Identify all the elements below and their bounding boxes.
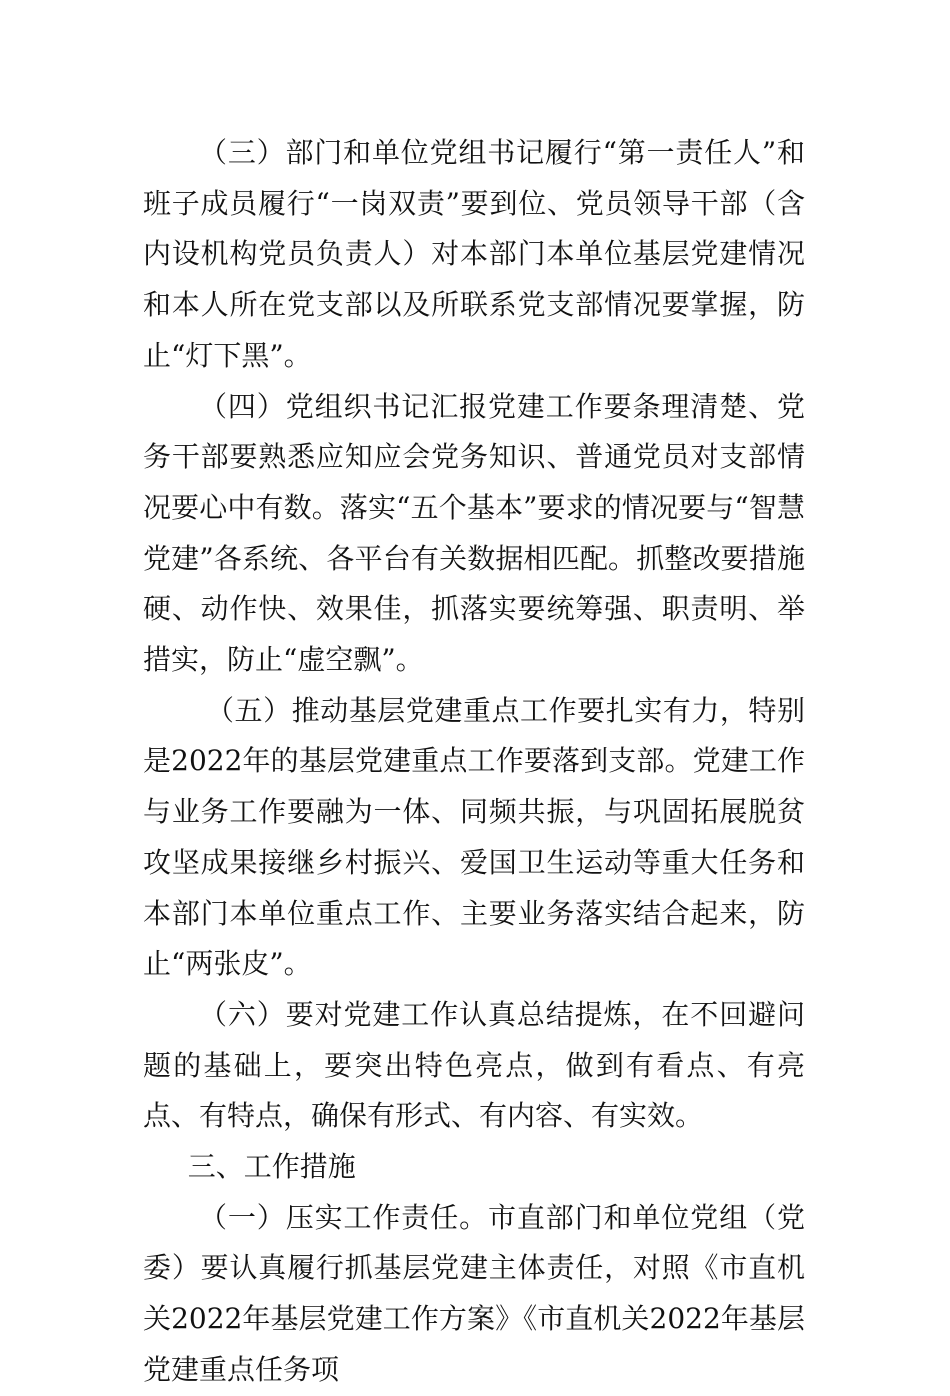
document-body xyxy=(143,128,805,1396)
paragraph-three: （三）部门和单位党组书记履行“第一责任人”和班子成员履行“一岗双责”要到位、党员领导干部（含内设机构党员负责人）对本部门本单位基层党建情况和本人所在党支部以及所联系党支部情况要掌握，防止“灯下黑”。 xyxy=(143,136,805,372)
paragraph-four: （四）党组织书记汇报党建工作要条理清楚、党务干部要熟悉应知应会党务知识、普通党员对支部情况要心中有数。落实“五个基本”要求的情况要与“智慧党建”各系统、各平台有关数据相匹配。抓整改要措施硬、动作快、效果佳，抓落实要统筹强、职责明、举措实，防止“虚空飘”。 xyxy=(143,389,805,677)
section-heading: 三、工作措施 xyxy=(187,1150,356,1184)
paragraph-measure-one: （一）压实工作责任。市直部门和单位党组（党委）要认真履行抓基层党建主体责任，对照《市直机关2022年基层党建工作方案》《市直机关2022年基层党建重点任务项 xyxy=(143,1200,805,1386)
paragraph-five: （五）推动基层党建重点工作要扎实有力，特别是2022年的基层党建重点工作要落到支部。党建工作与业务工作要融为一体、同频共振，与巩固拓展脱贫攻坚成果接继乡村振兴、爱国卫生运动等重大任务和本部门本单位重点工作、主要业务落实结合起来，防止“两张皮”。 xyxy=(143,693,805,981)
paragraph-six: （六）要对党建工作认真总结提炼，在不回避问题的基础上，要突出特色亮点，做到有看点、有亮点、有特点，确保有形式、有内容、有实效。 xyxy=(143,997,805,1133)
